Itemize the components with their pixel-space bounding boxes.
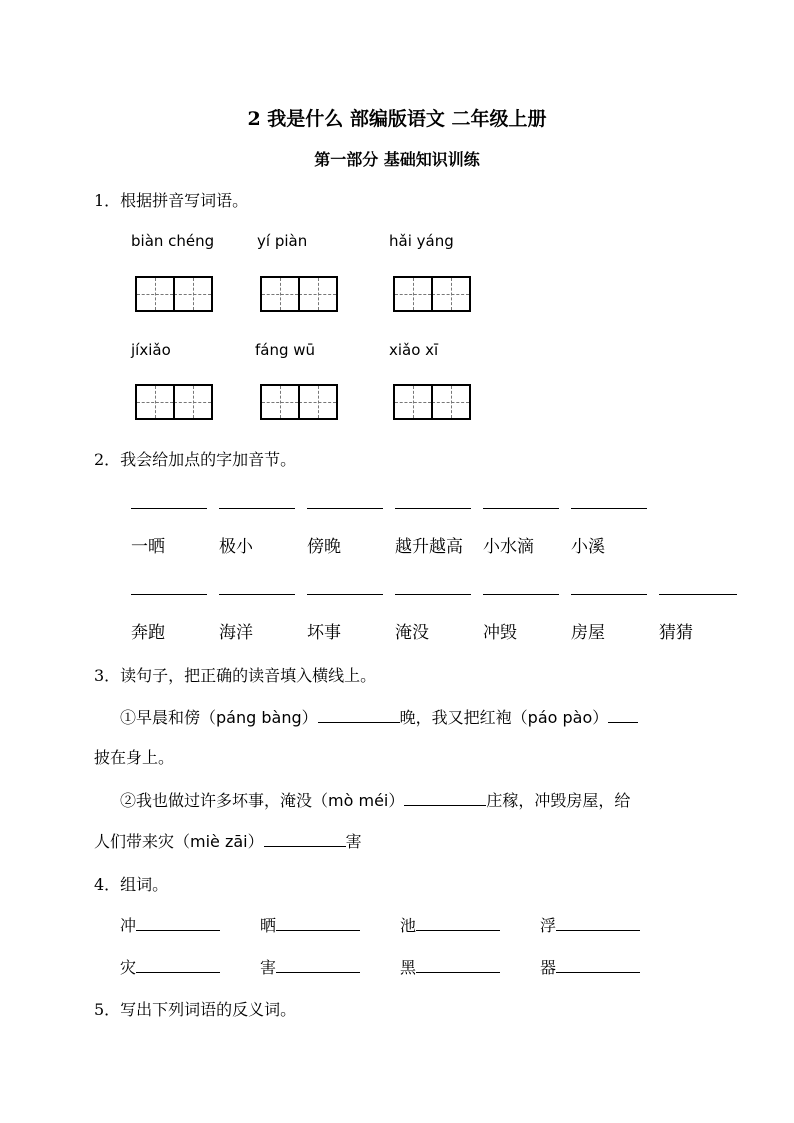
answer-blank[interactable]: [556, 914, 640, 931]
word: 极小: [219, 537, 253, 557]
pinyin-1: biàn chéng: [131, 232, 215, 250]
answer-blank[interactable]: [483, 508, 559, 509]
sentence-1-text-c: 晚，我又把红袍（: [399, 708, 528, 727]
zuci-char: 冲: [120, 916, 137, 935]
zuci-item: [400, 913, 500, 936]
answer-blank[interactable]: [556, 956, 640, 973]
answer-blank[interactable]: [219, 508, 295, 509]
question-5-label: 5．写出下列词语的反义词。: [94, 1000, 297, 1019]
word: 海洋: [219, 623, 253, 643]
answer-blank[interactable]: [136, 914, 220, 931]
answer-blank[interactable]: [571, 508, 647, 509]
writing-grid-3b: [431, 276, 471, 312]
sentence-2-text-f: 害: [345, 832, 362, 851]
writing-grid-6b: [431, 384, 471, 420]
answer-blank[interactable]: [571, 594, 647, 595]
sentence-2-text-c: 庄稼，冲毁房屋，给: [486, 791, 631, 810]
sentence-2-text-b: ）: [388, 791, 405, 810]
zuci-item: [120, 913, 220, 936]
writing-grid-1b: [173, 276, 213, 312]
sentence-2-text-e: ）: [247, 832, 264, 851]
sentence-2-line-2: [94, 829, 362, 852]
zuci-item: [260, 955, 360, 978]
zuci-item: [120, 955, 220, 978]
zuci-char: 器: [540, 958, 557, 977]
zuci-item: [260, 913, 360, 936]
pinyin-6: xiǎo xī: [389, 341, 439, 359]
sentence-1: [120, 705, 638, 728]
zuci-char: 晒: [260, 916, 277, 935]
answer-blank[interactable]: [659, 594, 737, 595]
sentence-2-text-a: ②我也做过许多坏事，淹没（: [120, 791, 329, 810]
answer-blank[interactable]: [219, 594, 295, 595]
word: 傍晚: [307, 537, 341, 557]
sentence-1-pinyin-1: páng bàng: [216, 708, 302, 727]
question-4-label: 4．组词。: [94, 875, 169, 894]
sentence-2: [120, 788, 630, 811]
pinyin-2: yí piàn: [257, 232, 308, 250]
answer-blank[interactable]: [264, 830, 346, 847]
pinyin-5: fáng wū: [255, 341, 316, 359]
question-3-label: 3．读句子，把正确的读音填入横线上。: [94, 666, 377, 685]
sentence-1-line-2: 披在身上。: [94, 748, 175, 767]
zuci-char: 浮: [540, 916, 557, 935]
pinyin-3: hǎi yáng: [389, 232, 454, 250]
question-1-label: 1．根据拼音写词语。: [94, 191, 249, 210]
answer-blank[interactable]: [395, 508, 471, 509]
zuci-item: [400, 955, 500, 978]
pinyin-4: jíxiǎo: [131, 341, 171, 359]
page-title: 2 我是什么 部编版语文 二年级上册: [247, 108, 547, 130]
word: 一晒: [131, 537, 165, 557]
sentence-1-text-a: ①早晨和傍（: [120, 708, 217, 727]
question-2-label: 2．我会给加点的字加音节。: [94, 450, 297, 469]
answer-blank[interactable]: [276, 956, 360, 973]
sentence-2-text-d: 人们带来灾（: [94, 832, 191, 851]
word: 小水滴: [483, 537, 534, 557]
answer-blank[interactable]: [136, 956, 220, 973]
word: 房屋: [571, 623, 605, 643]
sentence-1-text-b: ）: [301, 708, 318, 727]
answer-blank[interactable]: [416, 956, 500, 973]
word: 坏事: [307, 623, 341, 643]
zuci-char: 黑: [400, 958, 417, 977]
answer-blank[interactable]: [395, 594, 471, 595]
zuci-char: 害: [260, 958, 277, 977]
zuci-char: 池: [400, 916, 417, 935]
answer-blank[interactable]: [404, 789, 486, 806]
answer-blank[interactable]: [608, 706, 638, 723]
writing-grid-5b: [298, 384, 338, 420]
word: 越升越高: [395, 537, 463, 557]
answer-blank[interactable]: [416, 914, 500, 931]
word: 小溪: [571, 537, 605, 557]
answer-blank[interactable]: [318, 706, 400, 723]
answer-blank[interactable]: [131, 594, 207, 595]
word: 淹没: [395, 623, 429, 643]
writing-grid-2b: [298, 276, 338, 312]
answer-blank[interactable]: [307, 594, 383, 595]
zuci-char: 灾: [120, 958, 137, 977]
answer-blank[interactable]: [483, 594, 559, 595]
sentence-2-pinyin-2: miè zāi: [190, 832, 248, 851]
word: 奔跑: [131, 623, 165, 643]
word: 猜猜: [659, 623, 693, 643]
zuci-item: [540, 913, 640, 936]
answer-blank[interactable]: [307, 508, 383, 509]
word: 冲毁: [483, 623, 517, 643]
sentence-1-text-d: ）: [592, 708, 609, 727]
section-title: 第一部分 基础知识训练: [314, 150, 480, 169]
zuci-item: [540, 955, 640, 978]
sentence-1-pinyin-2: páo pào: [527, 708, 593, 727]
writing-grid-4b: [173, 384, 213, 420]
sentence-2-pinyin-1: mò méi: [328, 791, 389, 810]
answer-blank[interactable]: [276, 914, 360, 931]
answer-blank[interactable]: [131, 508, 207, 509]
